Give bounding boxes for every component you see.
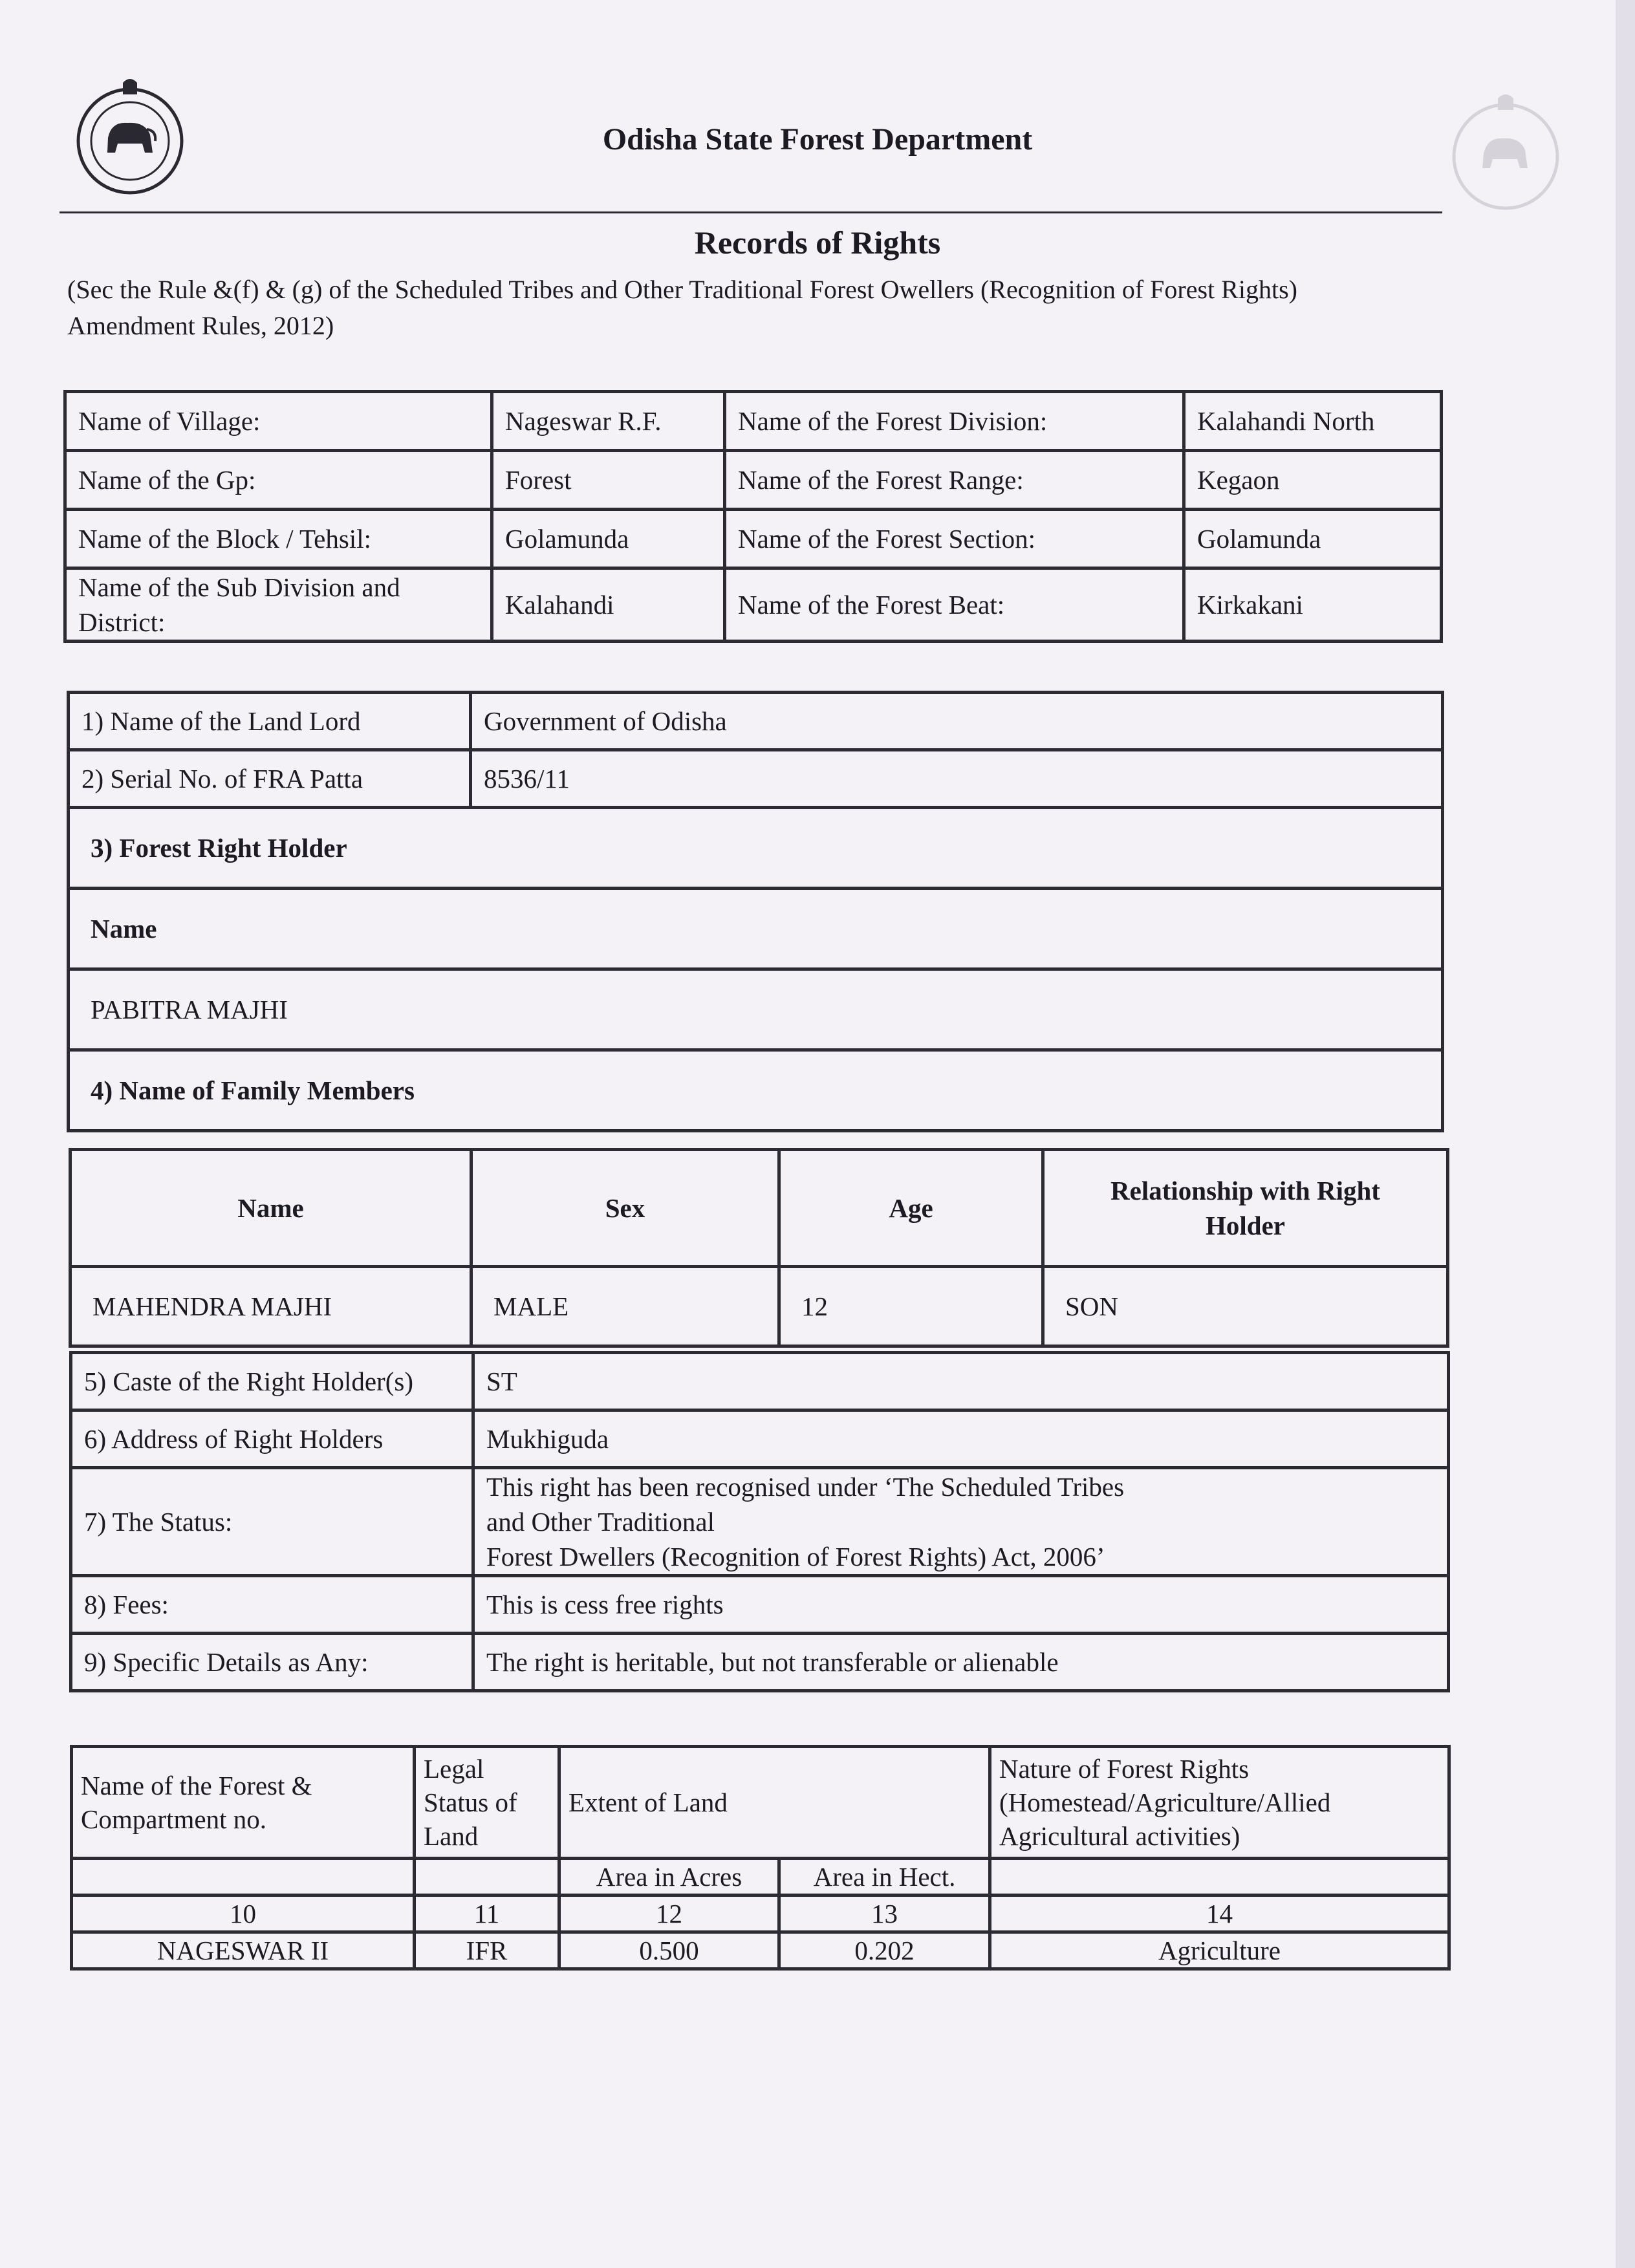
table-header-row (72, 1747, 1449, 1859)
address-label: 6) Address of Right Holders (71, 1410, 473, 1468)
col-age-header: Age (779, 1150, 1043, 1267)
subdivision-label: Name of the Sub Division and District: (65, 568, 492, 642)
table-row (69, 889, 1443, 969)
serial-value: 8536/11 (471, 750, 1443, 808)
section-value: Golamunda (1184, 510, 1442, 568)
department-title: Odisha State Forest Department (602, 122, 1033, 157)
col-forest-header: Name of the Forest & Compartment no. (72, 1747, 415, 1859)
member-name: MAHENDRA MAJHI (70, 1267, 471, 1346)
block-value: Golamunda (492, 510, 725, 568)
table-row (71, 1353, 1449, 1410)
area-acres: 0.500 (559, 1932, 779, 1969)
table-row (69, 693, 1443, 750)
table-row (71, 1634, 1449, 1691)
details-table (69, 1351, 1450, 1692)
column-number: 14 (990, 1895, 1449, 1932)
table-row (71, 1576, 1449, 1634)
header-divider (60, 211, 1442, 213)
fees-label: 8) Fees: (71, 1576, 473, 1634)
section-label: Name of the Forest Section: (725, 510, 1184, 568)
table-row (72, 1932, 1449, 1969)
sub-hect-header: Area in Hect. (779, 1859, 990, 1895)
column-number: 13 (779, 1895, 990, 1932)
nature-of-rights: Agriculture (990, 1932, 1449, 1969)
table-row (65, 568, 1442, 642)
rule-reference-note: (Sec the Rule &(f) & (g) of the Scheduled Tribes and Other Traditional Forest Owellers (Recognition of Forest Rights) Amendment Rules, 2012) (67, 275, 1297, 340)
status-line-1: This right has been recognised under ‘The Scheduled Tribes and Other Traditional (486, 1472, 1125, 1537)
table-row (71, 1410, 1449, 1468)
holder-name: PABITRA MAJHI (69, 969, 1443, 1050)
location-table (63, 390, 1443, 643)
name-heading: Name (69, 889, 1443, 969)
col-sex-header: Sex (471, 1150, 779, 1267)
table-row (69, 1050, 1443, 1131)
table-row (71, 1468, 1449, 1576)
table-row (65, 510, 1442, 568)
member-age: 12 (779, 1267, 1043, 1346)
member-relationship: SON (1043, 1267, 1448, 1346)
landlord-value: Government of Odisha (471, 693, 1443, 750)
col-legal-header: Legal Status of Land (415, 1747, 559, 1859)
block-label: Name of the Block / Tehsil: (65, 510, 492, 568)
empty-cell (72, 1859, 415, 1895)
table-row (69, 750, 1443, 808)
range-label: Name of the Forest Range: (725, 451, 1184, 510)
sub-acres-header: Area in Acres (559, 1859, 779, 1895)
village-label: Name of Village: (65, 392, 492, 451)
specific-value: The right is heritable, but not transferable or alienable (473, 1634, 1449, 1691)
col-extent-header: Extent of Land (559, 1747, 990, 1859)
table-header-row (70, 1150, 1448, 1267)
col-name-header: Name (70, 1150, 471, 1267)
caste-label: 5) Caste of the Right Holder(s) (71, 1353, 473, 1410)
member-sex: MALE (471, 1267, 779, 1346)
family-heading: 4) Name of Family Members (69, 1050, 1443, 1131)
fees-value: This is cess free rights (473, 1576, 1449, 1634)
range-value: Kegaon (1184, 451, 1442, 510)
forest-name: NAGESWAR II (72, 1932, 415, 1969)
status-line-2: Forest Dwellers (Recognition of Forest Rights) Act, 2006’ (486, 1542, 1105, 1571)
page-edge (1616, 0, 1635, 2268)
table-row (65, 392, 1442, 451)
gp-value: Forest (492, 451, 725, 510)
beat-value: Kirkakani (1184, 568, 1442, 642)
col-nature-header: Nature of Forest Rights (Homestead/Agriculture/Allied Agricultural activities) (990, 1747, 1449, 1859)
column-number: 10 (72, 1895, 415, 1932)
records-title: Records of Rights (694, 224, 941, 261)
status-value (473, 1468, 1449, 1576)
family-table (69, 1148, 1449, 1348)
table-row (72, 1895, 1449, 1932)
specific-label: 9) Specific Details as Any: (71, 1634, 473, 1691)
table-row (65, 451, 1442, 510)
table-row (69, 808, 1443, 889)
holder-heading: 3) Forest Right Holder (69, 808, 1443, 889)
area-hect: 0.202 (779, 1932, 990, 1969)
legal-status: IFR (415, 1932, 559, 1969)
address-value: Mukhiguda (473, 1410, 1449, 1468)
division-label: Name of the Forest Division: (725, 392, 1184, 451)
column-number: 11 (415, 1895, 559, 1932)
beat-label: Name of the Forest Beat: (725, 568, 1184, 642)
landlord-label: 1) Name of the Land Lord (69, 693, 471, 750)
forest-land-table (70, 1745, 1451, 1971)
empty-cell (415, 1859, 559, 1895)
col-relationship-header: Relationship with Right Holder (1043, 1150, 1448, 1267)
column-number: 12 (559, 1895, 779, 1932)
subdivision-value: Kalahandi (492, 568, 725, 642)
gp-label: Name of the Gp: (65, 451, 492, 510)
village-value: Nageswar R.F. (492, 392, 725, 451)
status-label: 7) The Status: (71, 1468, 473, 1576)
empty-cell (990, 1859, 1449, 1895)
table-row (70, 1267, 1448, 1346)
division-value: Kalahandi North (1184, 392, 1442, 451)
serial-label: 2) Serial No. of FRA Patta (69, 750, 471, 808)
caste-value: ST (473, 1353, 1449, 1410)
holder-table (67, 691, 1444, 1132)
table-row (72, 1859, 1449, 1895)
table-row (69, 969, 1443, 1050)
